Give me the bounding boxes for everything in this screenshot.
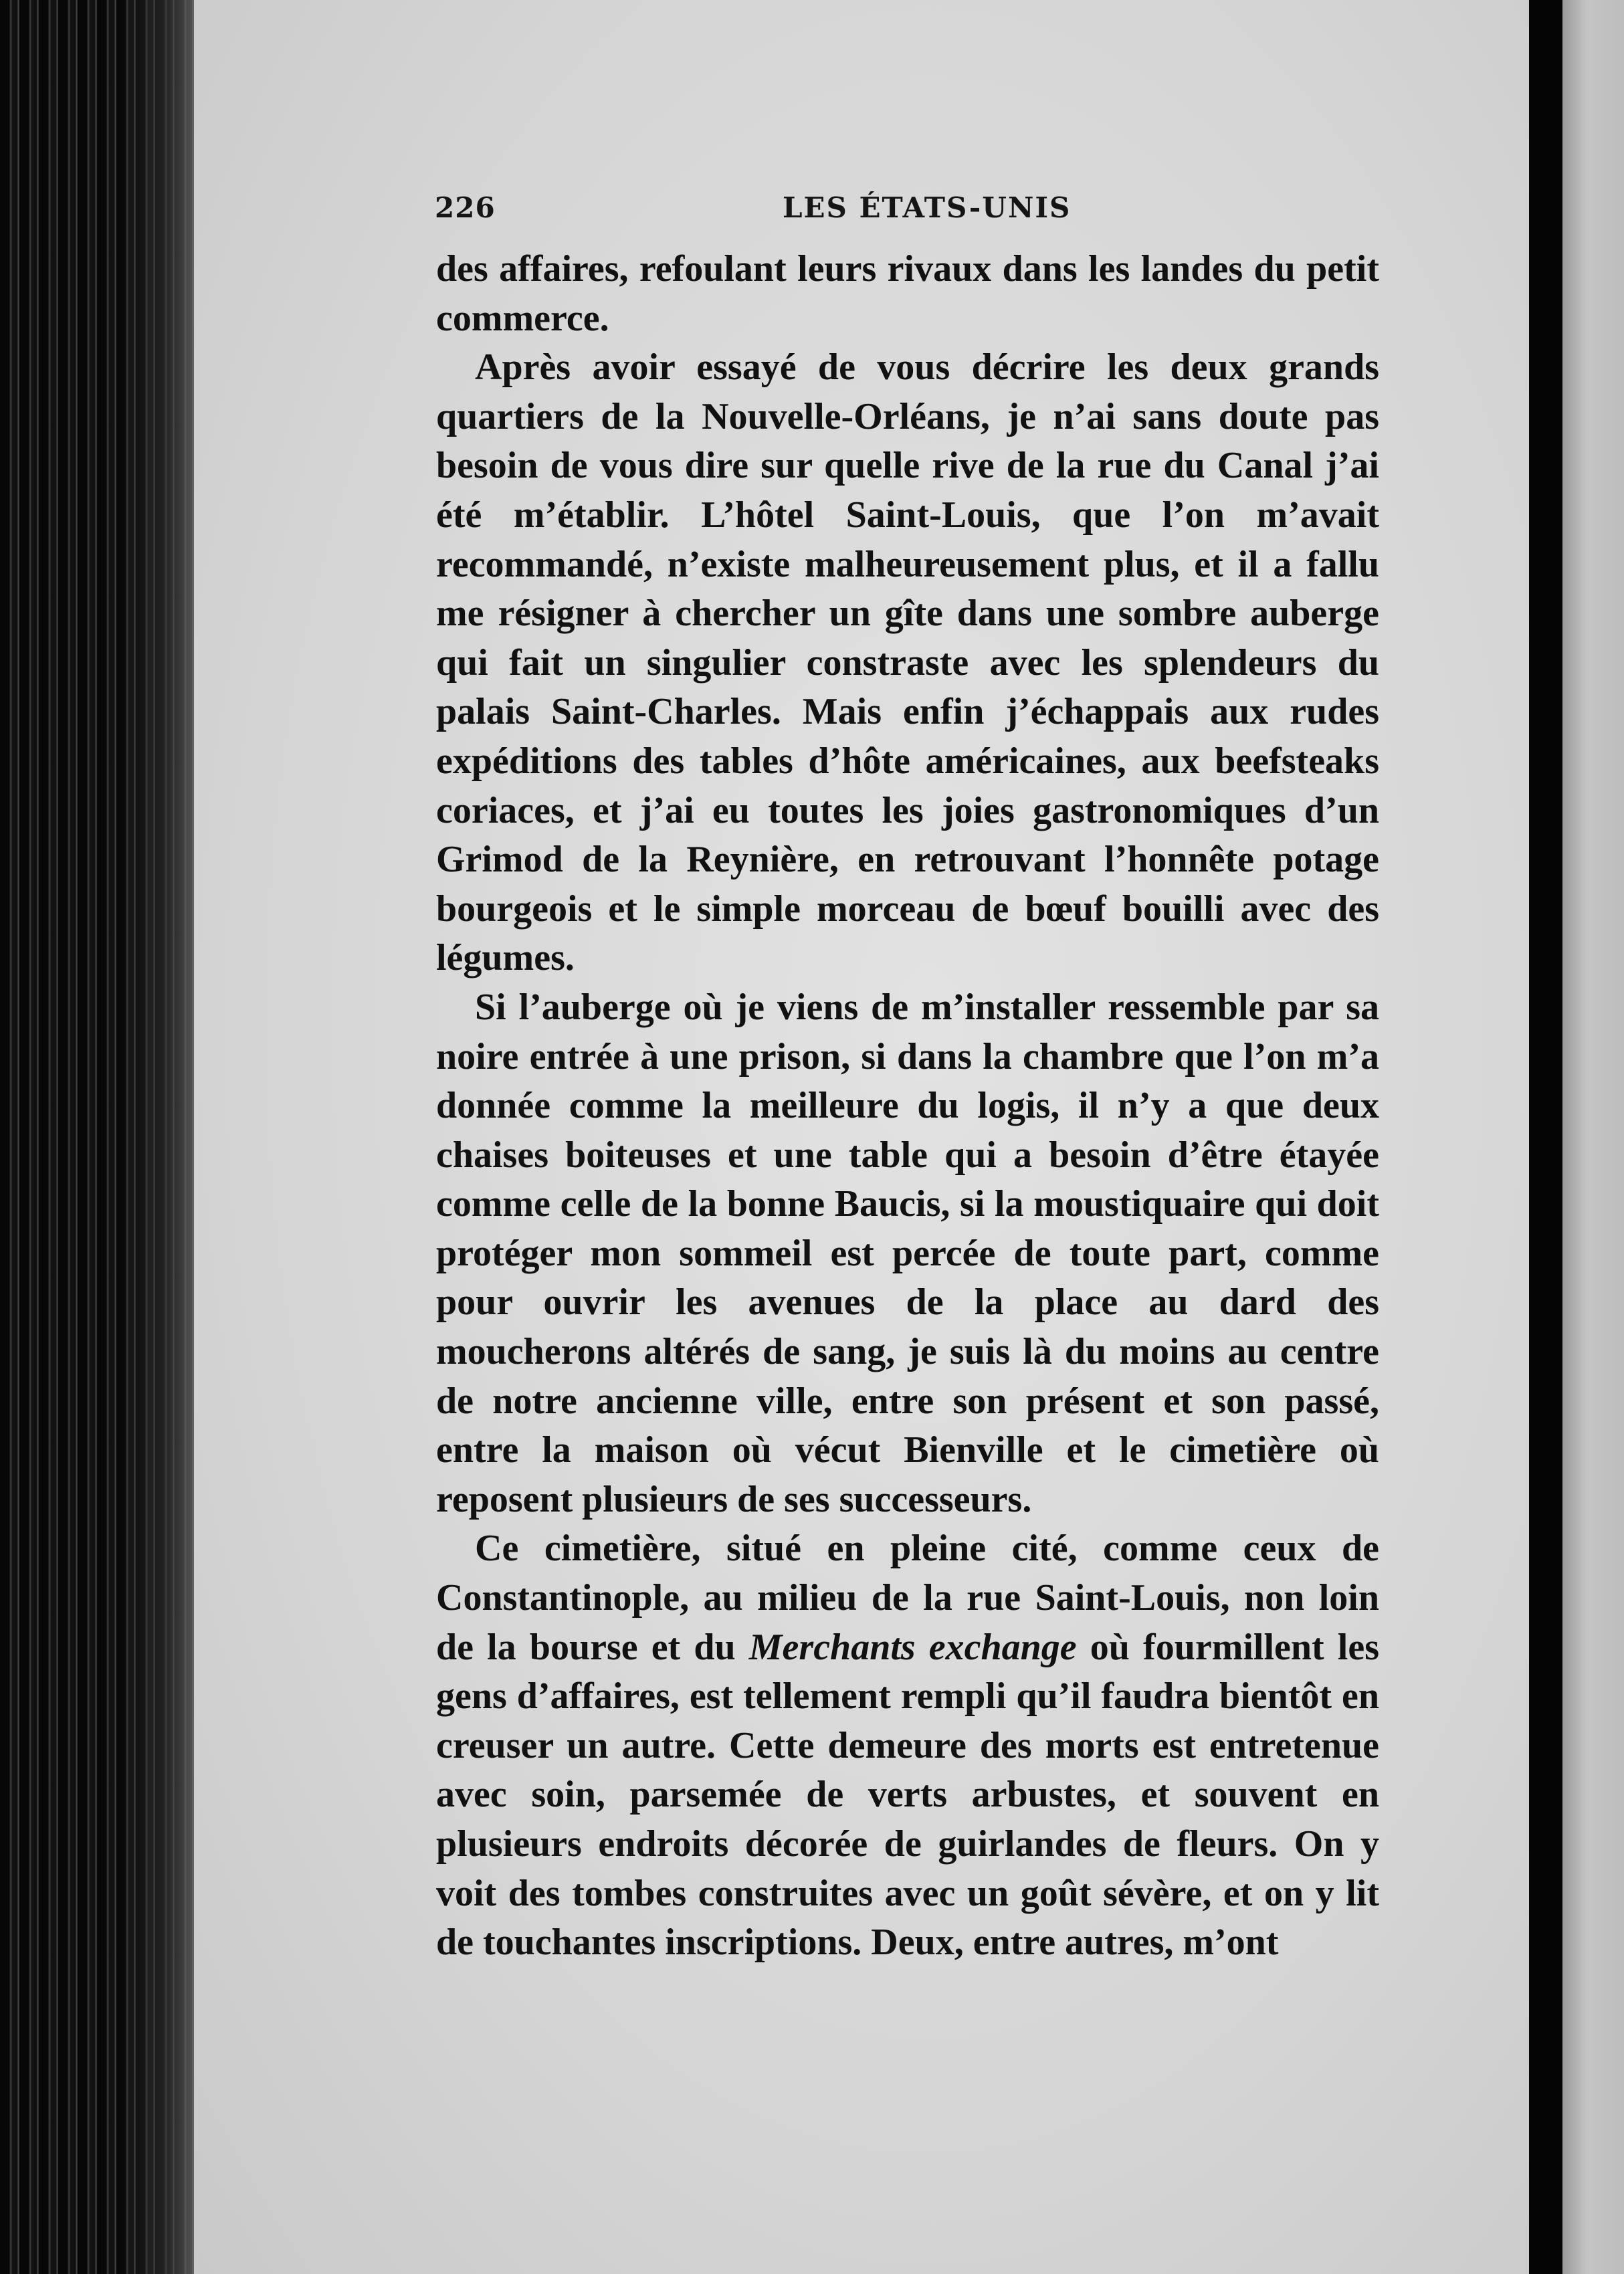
running-title: LES ÉTATS-UNIS <box>783 191 1072 224</box>
paragraph-4-text-end: où fourmillent les gens d’affaires, est tellement rempli qu’il faudra bientôt en creuser un autre. Cette demeure des morts est entretenue avec soin, parsemée de verts arbustes, et souvent en plusieurs endroits décorée de guirlandes de fleurs. On y voit des tombes construites avec un goût sévère, et on y lit de touchantes inscriptions. Deux, entre autres, m’ont <box>436 1626 1379 1964</box>
book-left-edge <box>0 0 201 2274</box>
paragraph-2: Après avoir essayé de vous décrire les deux grands quartiers de la Nouvelle-Orléans, je n’ai sans doute pas besoin de vous dire sur quelle rive de la rue du Canal j’ai été m’établir. L’hôtel Saint-Louis, que l’on m’avait recommandé, n’existe malheureusement plus, et il a fallu me résigner à chercher un gîte dans une sombre auberge qui fait un singulier constraste avec les splendeurs du palais Saint-Charles. Mais enfin j’échappais aux rudes expéditions des tables d’hôte américaines, aux beefsteaks coriaces, et j’ai eu toutes les joies gastronomiques d’un Grimod de la Reynière, en retrouvant l’honnête potage bourgeois et le simple morceau de bœuf bouilli avec des légumes. <box>436 346 1379 979</box>
paragraph-4-text-start: Ce cimetière, situé en pleine cité, comme ceux de Constantinople, au milieu de la rue Saint-Louis, non loin de la bourse et du <box>436 1528 1379 1668</box>
running-head <box>435 191 1378 231</box>
merchants-exchange-italic: Merchants exchange <box>748 1626 1077 1668</box>
paragraph-1: des affaires, refoulant leurs rivaux dans les landes du petit commerce. <box>436 248 1379 339</box>
body-text <box>436 245 1379 1968</box>
paragraph-3: Si l’auberge où je viens de m’installer ressemble par sa noire entrée à une prison, si dans la chambre que l’on m’a donnée comme la meilleure du logis, il n’y a que deux chaises boiteuses et une table qui a besoin d’être étayée comme celle de la bonne Baucis, si la moustiquaire qui doit protéger mon sommeil est percée de toute part, comme pour ouvrir les avenues de la place au dard des moucherons altérés de sang, je suis là du moins au centre de notre ancienne ville, entre son présent et son passé, entre la maison où vécut Bienville et le cimetière où reposent plusieurs de ses successeurs. <box>436 986 1379 1520</box>
book-gutter <box>1529 0 1562 2274</box>
page-number: 226 <box>435 191 496 224</box>
next-page-edge <box>1562 0 1624 2274</box>
paragraph-4 <box>436 1524 1379 1967</box>
